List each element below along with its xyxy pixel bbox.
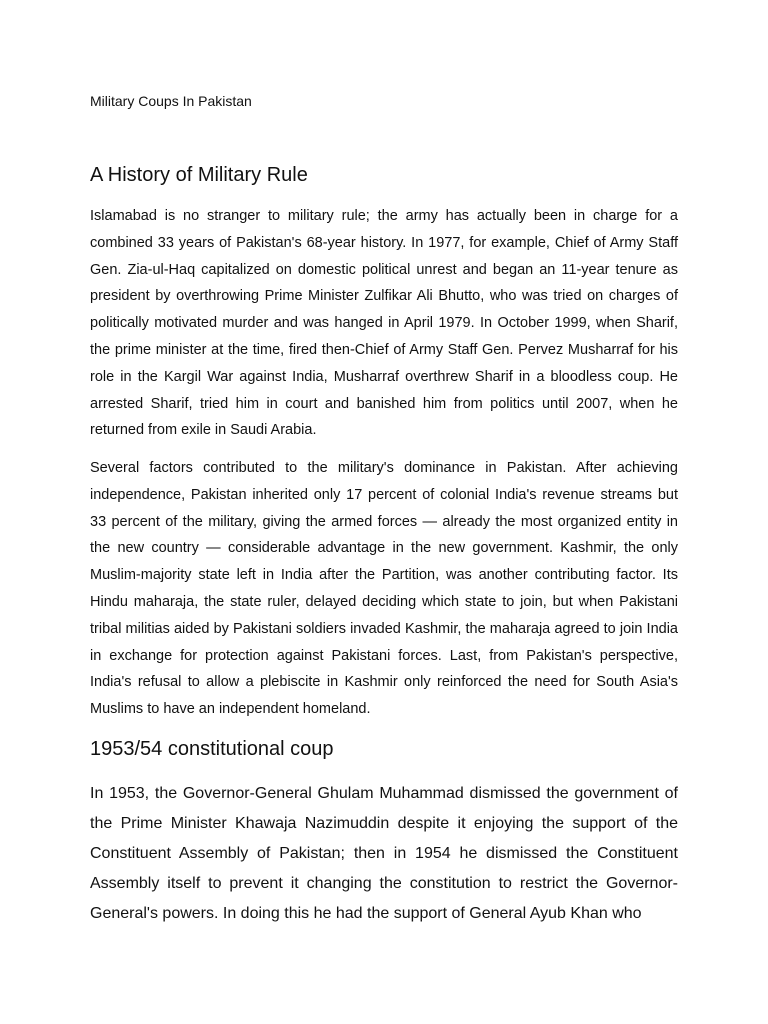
section-heading-constitutional-coup: 1953/54 constitutional coup [90,738,334,760]
section-heading-history: A History of Military Rule [90,164,308,186]
paragraph-military-rule: Islamabad is no stranger to military rule; the army has actually been in charge for a combined 33 years of Pakistan's 68-year history. In 1977, for example, Chief of Army Staff Gen. Zia-ul-Haq capitalized on domestic political unrest and began an 11-year tenure as president by overthrowing Prime Minister Zulfikar Ali Bhutto, who was tried on charges of politically motivated murder and was hanged in April 1979. In October 1999, when Sharif, the prime minister at the time, fired then-Chief of Army Staff Gen. Pervez Musharraf for his role in the Kargil War against India, Musharraf overthrew Sharif in a bloodless coup. He arrested Sharif, tried him in court and banished him from politics until 2007, when he returned from exile in Saudi Arabia. [90,208,678,439]
document-title: Military Coups In Pakistan [90,93,252,109]
paragraph-dominance-factors: Several factors contributed to the military's dominance in Pakistan. After achieving independence, Pakistan inherited only 17 percent of colonial India's revenue streams but 33 percent of the military, giving the armed forces — already the most organized entity in the new country — considerable advantage in the new government. Kashmir, the only Muslim-majority state left in India after the Partition, was another contributing factor. Its Hindu maharaja, the state ruler, delayed deciding which state to join, but when Pakistani tribal militias aided by Pakistani soldiers invaded Kashmir, the maharaja agreed to join India in exchange for protection against Pakistani forces. Last, from Pakistan's perspective, India's refusal to allow a plebiscite in Kashmir only reinforced the need for South Asia's Muslims to have an independent homeland. [90,460,678,718]
paragraph-constitutional-coup: In 1953, the Governor-General Ghulam Muhammad dismissed the government of the Prime Minister Khawaja Nazimuddin despite it enjoying the support of the Constituent Assembly of Pakistan; then in 1954 he dismissed the Constituent Assembly itself to prevent it changing the constitution to restrict the Governor-General's powers. In doing this he had the support of General Ayub Khan who [90,785,678,922]
